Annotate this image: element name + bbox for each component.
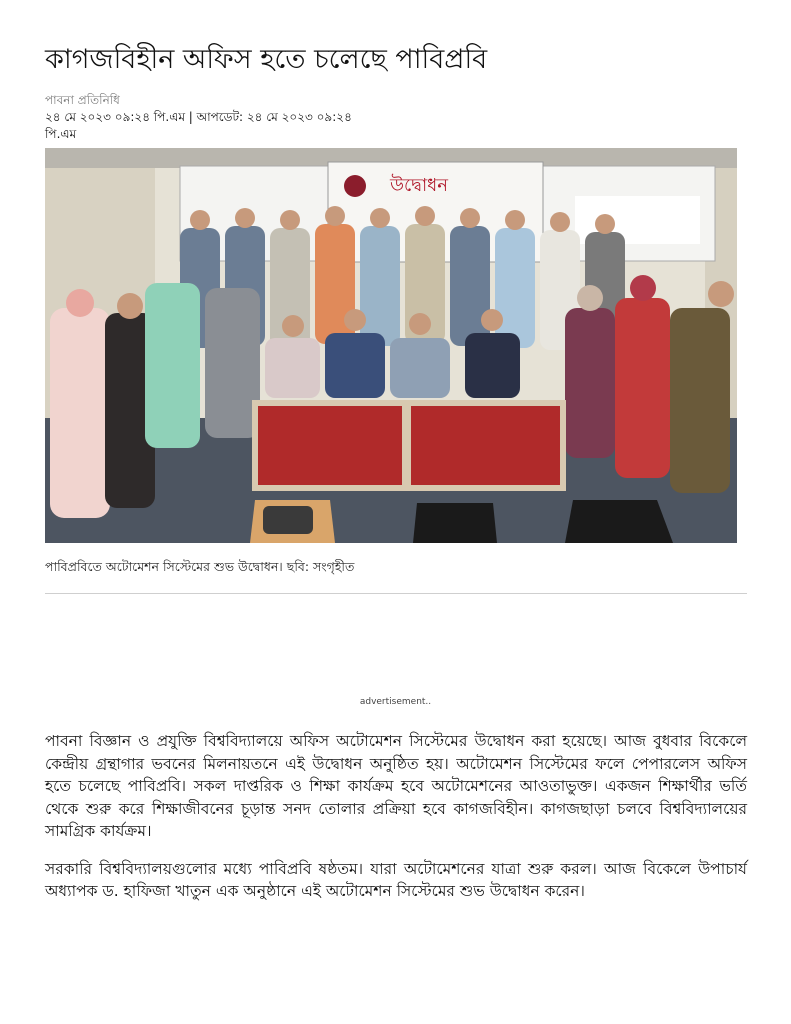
article-photo bbox=[45, 148, 737, 543]
banner-text: উদ্বোধন bbox=[390, 175, 449, 196]
body-paragraph-1: পাবনা বিজ্ঞান ও প্রযুক্তি বিশ্ববিদ্যালয়ে অফিস অটোমেশন সিস্টেমের উদ্বোধন করা হয়েছে। আজ বুধবার বিকেলে কেন্দ্রীয় গ্রন্থাগার ভবনের মিলনায়তনে এই উদ্বোধন অনুষ্ঠিত হয়। অটোমেশন সিস্টেমের ফলে পেপারলেস অফিস হতে চলেছে পাবিপ্রবি। সকল দাপ্তরিক ও শিক্ষা কার্যক্রম হবে অটোমেশনের আওতাভুক্ত। একজন শিক্ষার্থীর ভর্তি থেকে শুরু করে শিক্ষাজীবনের চূড়ান্ত সনদ তোলার প্রক্রিয়া হবে কাগজবিহীন। কাগজছাড়া চলবে বিশ্ববিদ্যালয়ের সামগ্রিক কার্যক্রম। bbox=[45, 732, 747, 840]
body-paragraph-2: সরকারি বিশ্ববিদ্যালয়গুলোর মধ্যে পাবিপ্রবি ষষ্ঠতম। যারা অটোমেশনের যাত্রা শুরু করল। আজ বিকেলে উপাচার্য অধ্যাপক ড. হাফিজা খাতুন এক অনুষ্ঠানে এই অটোমেশন সিস্টেমের শুভ উদ্বোধন করেন। bbox=[45, 859, 747, 900]
group-photo-illustration bbox=[45, 148, 737, 543]
article-headline: কাগজবিহীন অফিস হতে চলেছে পাবিপ্রবি bbox=[45, 44, 488, 75]
reporter-name: পাবনা প্রতিনিধি bbox=[45, 93, 120, 107]
byline bbox=[45, 92, 375, 143]
advertisement-label: advertisement.. bbox=[359, 697, 432, 707]
divider bbox=[45, 593, 747, 594]
publish-dates: ২৪ মে ২০২৩ ০৯:২৪ পি.এম | আপডেট: ২৪ মে ২০২৩ ০৯:২৪ পি.এম bbox=[45, 110, 352, 141]
article-body bbox=[45, 730, 747, 918]
photo-caption: পাবিপ্রবিতে অটোমেশন সিস্টেমের শুভ উদ্বোধন। ছবি: সংগৃহীত bbox=[45, 559, 355, 574]
